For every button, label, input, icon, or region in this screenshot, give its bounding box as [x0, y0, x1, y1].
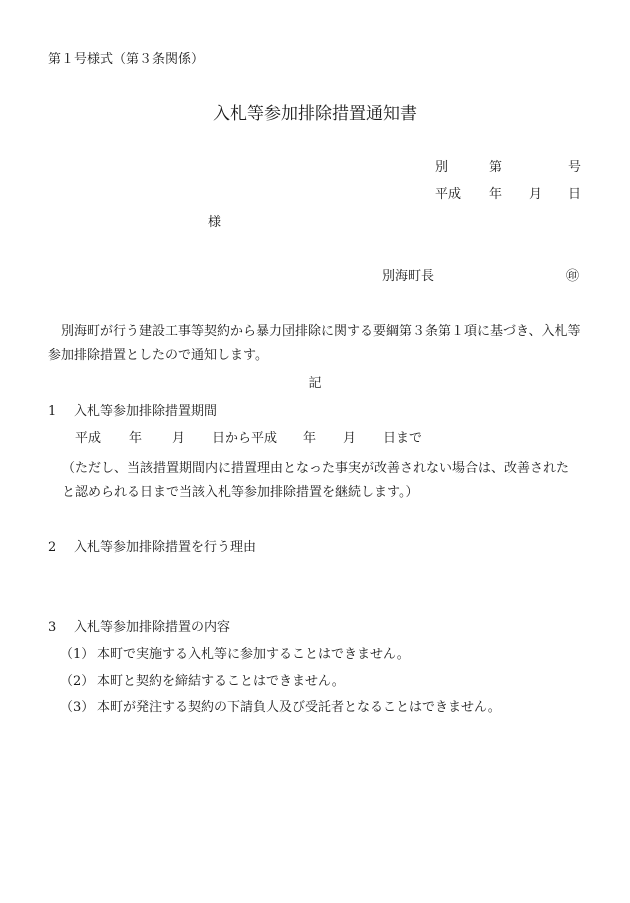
period-day-from: 日から平成 — [212, 431, 278, 446]
exclusion-period — [75, 431, 422, 447]
list-item — [60, 700, 501, 716]
list-item-number: （2） — [60, 674, 95, 689]
number-dai: 第 — [489, 160, 503, 175]
list-item-text: 本町で実施する入札等に参加することはできません。 — [97, 647, 410, 662]
period-note-line-2: と認められる日まで当該入札等参加排除措置を継続します。） — [62, 485, 419, 500]
section-2-title: 入札等参加排除措置を行う理由 — [74, 540, 257, 555]
number-go: 号 — [568, 160, 582, 175]
section-3-number: 3 — [48, 620, 57, 635]
section-3-heading — [48, 620, 230, 636]
list-item-text: 本町が発注する契約の下請負人及び受託者となることはできません。 — [97, 700, 501, 715]
list-item — [60, 647, 410, 663]
recipient-suffix: 様 — [208, 215, 222, 230]
section-1-heading — [48, 404, 217, 420]
section-1-number: 1 — [48, 404, 57, 419]
sender-name: 別海町長 — [382, 269, 435, 284]
list-item-text: 本町と契約を締結することはできません。 — [97, 674, 345, 689]
period-year-2: 年 — [303, 431, 317, 446]
body-paragraph: 別海町が行う建設工事等契約から暴力団排除に関する要綱第３条第１項に基づき、入札等参加排除措置としたので通知します。 — [48, 324, 581, 363]
date-year: 年 — [489, 187, 503, 202]
list-item — [60, 674, 345, 690]
form-number-label: 第１号様式（第３条関係） — [48, 52, 205, 67]
section-2-number: 2 — [48, 540, 57, 555]
period-month-1: 月 — [172, 431, 186, 446]
ki-heading: 記 — [308, 376, 322, 391]
document-title: 入札等参加排除措置通知書 — [213, 104, 417, 124]
number-prefix: 別 — [435, 160, 449, 175]
period-year-1: 年 — [129, 431, 143, 446]
section-3-title: 入札等参加排除措置の内容 — [74, 620, 231, 635]
date-era: 平成 — [435, 187, 462, 202]
period-note — [48, 457, 588, 505]
seal-mark-icon: ㊞ — [566, 269, 580, 284]
period-note-line-1: （ただし、当該措置期間内に措置理由となった事実が改善されない場合は、改善された — [62, 461, 570, 476]
period-day-until: 日まで — [383, 431, 423, 446]
section-2-heading — [48, 540, 256, 556]
date-month: 月 — [529, 187, 543, 202]
section-1-title: 入札等参加排除措置期間 — [74, 404, 218, 419]
period-month-2: 月 — [343, 431, 357, 446]
date-day: 日 — [568, 187, 582, 202]
list-item-number: （3） — [60, 700, 95, 715]
period-era-1: 平成 — [75, 431, 102, 446]
list-item-number: （1） — [60, 647, 95, 662]
